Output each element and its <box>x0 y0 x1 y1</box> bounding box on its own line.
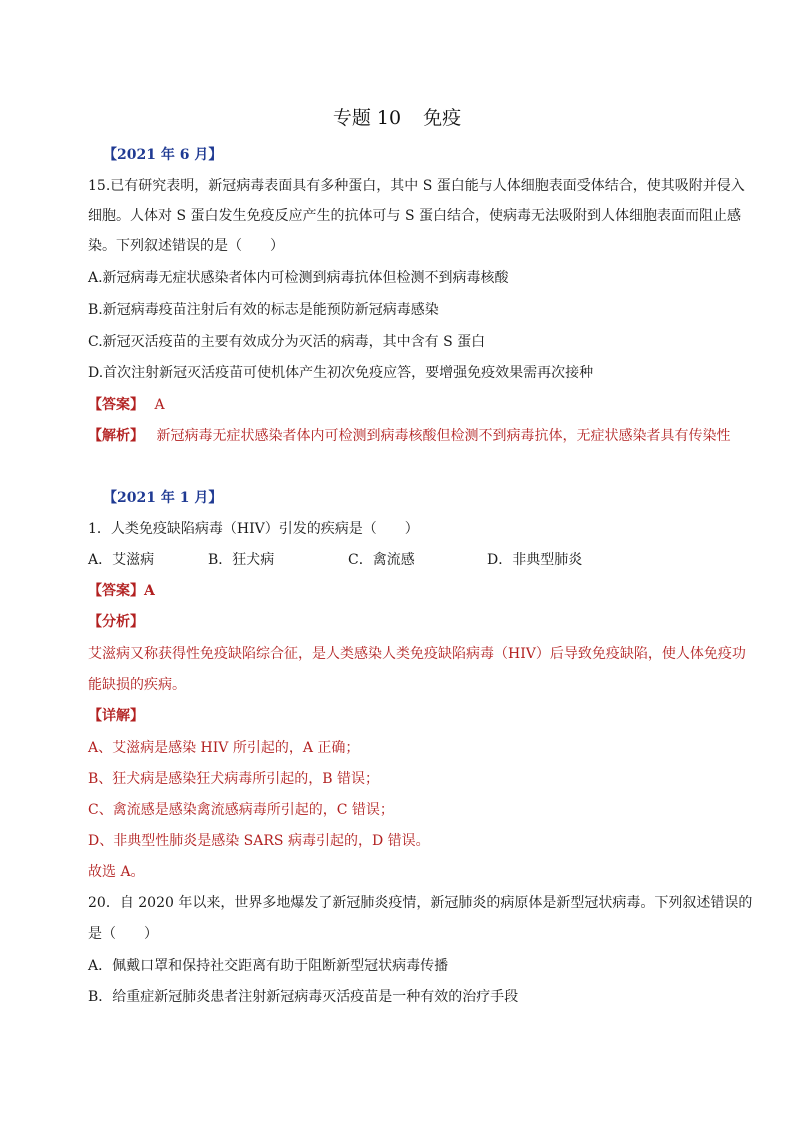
section-tag-2021-june: 【2021 年 6 月】 <box>103 147 223 163</box>
q15-stem-line-2: 细胞。人体对 S 蛋白发生免疫反应产生的抗体可与 S 蛋白结合，使病毒无法吸附到人体细胞表面而阻止感 <box>88 208 741 224</box>
title-main: 专题 10 <box>332 107 402 129</box>
q1-stem: 1．人类免疫缺陷病毒（HIV）引发的疾病是（ ） <box>88 521 419 537</box>
q1-answer: 【答案】A <box>88 583 155 599</box>
q1-detail-label: 【详解】 <box>88 708 144 724</box>
q15-stem-line-3: 染。下列叙述错误的是（ ） <box>88 238 284 254</box>
answer-value: A <box>154 397 165 413</box>
q1-analysis-label: 【分析】 <box>88 614 144 630</box>
q15-analysis <box>88 426 730 446</box>
analysis-text: 新冠病毒无症状感染者体内可检测到病毒核酸但检测不到病毒抗体，无症状感染者具有传染性 <box>156 428 731 444</box>
answer-label: 【答案】 <box>88 397 144 413</box>
section-tag-2021-january: 【2021 年 1 月】 <box>103 490 223 506</box>
q1-option-a: A．艾滋病 <box>88 552 155 568</box>
q1-option-c: C．禽流感 <box>348 552 415 568</box>
q1-detail-line-d: D、非典型性肺炎是感染 SARS 病毒引起的，D 错误。 <box>88 833 430 849</box>
q20-stem-line-2: 是（ ） <box>88 926 158 942</box>
q20-stem-line-1: 20．自 2020 年以来，世界多地爆发了新冠肺炎疫情，新冠肺炎的病原体是新型冠状病毒。下列叙述错误的 <box>88 895 753 911</box>
q1-detail-line-a: A、艾滋病是感染 HIV 所引起的，A 正确； <box>88 740 360 756</box>
q1-analysis-line-1: 艾滋病又称获得性免疫缺陷综合征，是人类感染人类免疫缺陷病毒（HIV）后导致免疫缺陷，使人体免疫功 <box>88 646 746 662</box>
q15-option-a: A.新冠病毒无症状感染者体内可检测到病毒抗体但检测不到病毒核酸 <box>88 270 509 286</box>
q1-option-d: D．非典型肺炎 <box>487 552 583 568</box>
q20-option-b: B．给重症新冠肺炎患者注射新冠病毒灭活疫苗是一种有效的治疗手段 <box>88 989 519 1005</box>
q1-detail-line-c: C、禽流感是感染禽流感病毒所引起的，C 错误； <box>88 802 394 818</box>
q1-option-b: B．狂犬病 <box>208 552 275 568</box>
title-sub: 免疫 <box>423 107 462 129</box>
q1-analysis-line-2: 能缺损的疾病。 <box>88 677 186 693</box>
q20-option-a: A．佩戴口罩和保持社交距离有助于阻断新型冠状病毒传播 <box>88 958 449 974</box>
q1-detail-line-b: B、狂犬病是感染狂犬病毒所引起的，B 错误； <box>88 771 380 787</box>
q15-option-d: D.首次注射新冠灭活疫苗可使机体产生初次免疫应答，要增强免疫效果需再次接种 <box>88 365 594 381</box>
q15-option-b: B.新冠病毒疫苗注射后有效的标志是能预防新冠病毒感染 <box>88 302 439 318</box>
page-title <box>0 104 794 132</box>
q15-option-c: C.新冠灭活疫苗的主要有效成分为灭活的病毒，其中含有 S 蛋白 <box>88 334 486 350</box>
q15-stem-line-1: 15.已有研究表明，新冠病毒表面具有多种蛋白，其中 S 蛋白能与人体细胞表面受体结合，使其吸附并侵入 <box>88 178 745 194</box>
q1-conclusion: 故选 A。 <box>88 864 145 880</box>
q15-answer <box>88 395 165 415</box>
analysis-label: 【解析】 <box>88 428 144 444</box>
